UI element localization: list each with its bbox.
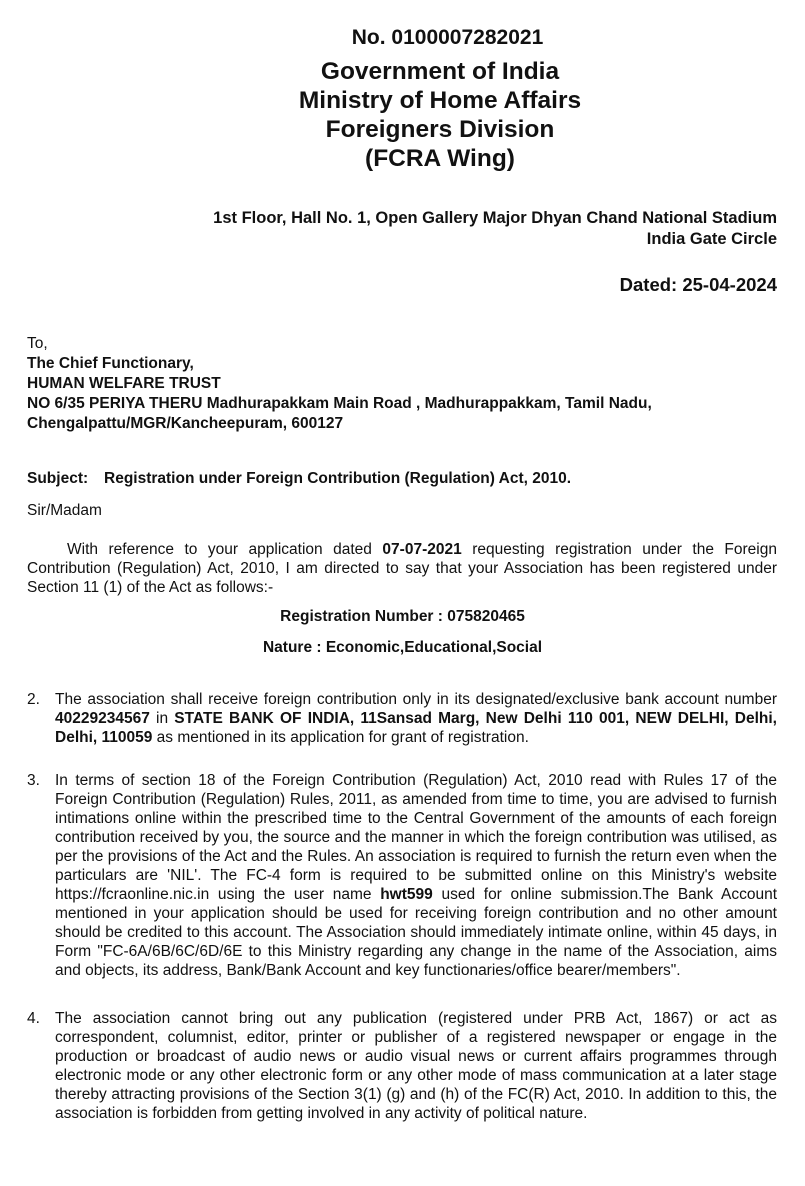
header-wing: (FCRA Wing) — [365, 145, 515, 172]
application-date: 07-07-2021 — [382, 541, 462, 558]
recipient-address-line1: NO 6/35 PERIYA THERU Madhurapakkam Main Road , Madhurappakkam, Tamil Nadu, — [27, 395, 652, 412]
recipient-organization: HUMAN WELFARE TRUST — [27, 375, 221, 392]
clause-number: 3. — [27, 772, 40, 789]
office-address-line1: 1st Floor, Hall No. 1, Open Gallery Major Dhyan Chand National Stadium — [213, 209, 777, 227]
fcra-username: hwt599 — [380, 886, 433, 903]
recipient-block — [27, 334, 652, 434]
salutation: Sir/Madam — [27, 502, 102, 519]
intro-text-a: With reference to your application dated — [67, 541, 383, 558]
registration-nature: Nature : Economic,Educational,Social — [262, 639, 543, 656]
header-ministry: Ministry of Home Affairs — [298, 87, 582, 114]
clause-number: 2. — [27, 691, 40, 708]
clause-4 — [27, 1009, 777, 1123]
bank-details: STATE BANK OF INDIA, 11Sansad Marg, New Delhi 110 001, NEW DELHI, Delhi, Delhi, 110059 — [55, 710, 777, 746]
letter-date: Dated: 25-04-2024 — [619, 274, 777, 295]
subject-line — [27, 470, 571, 488]
clause-text — [55, 771, 777, 980]
recipient-title: The Chief Functionary, — [27, 355, 194, 372]
intro-text-b: requesting registration under the Foreign Contribution (Regulation) Act, 2010, I am directed to say that your Association has been registered under Section 11 (1) of the Act as follows:- — [27, 541, 777, 596]
clause-3 — [27, 771, 777, 980]
recipient-address-line2: Chengalpattu/MGR/Kancheepuram, 600127 — [27, 415, 344, 432]
clause-3-text-a: In terms of section 18 of the Foreign Contribution (Regulation) Act, 2010 read with Rules 17 of the Foreign Contribution (Regulation) Rules, 2011, as amended from time to time, you are advised to furnish intimations online within the prescribed time to the Central Government of the amounts of each foreign contribution received by you, the source and the manner in which the foreign contribution was utilised, as per the provisions of the Act and the Rules. An association is required to furnish the return even when the particulars are 'NIL'. The FC-4 form is required to be submitted online on this Ministry's website https://fcraonline.nic.in using the user name — [55, 772, 777, 903]
document-number: No. 0100007282021 — [351, 26, 544, 49]
clause-text: The association cannot bring out any publication (registered under PRB Act, 1867) or act as correspondent, columnist, editor, printer or publisher of a registered newspaper or engage in the production or broadcast of audio news or audio visual news or current affairs programmes through electronic mode or any other electronic form or any other mode of mass communication at a later stage thereby attracting provisions of the Section 3(1) (g) and (h) of the FC(R) Act, 2010. In addition to this, the association is forbidden from getting involved in any activity of political nature. — [55, 1010, 777, 1122]
clause-2-text-c: as mentioned in its application for grant of registration. — [152, 729, 529, 746]
bank-account-number: 40229234567 — [55, 710, 150, 727]
clause-text — [55, 690, 777, 747]
clause-3-text-b: used for online submission.The Bank Account mentioned in your application should be used for receiving foreign contribution and no other amount should be credited to this account. The Association should immediately intimate online, within 45 days, in Form "FC-6A/6B/6C/6D/6E to this Ministry regarding any change in the name of the Association, aims and objects, its address, Bank/Bank Account and key functionaries/office bearer/members". — [55, 886, 777, 979]
header-government: Government of India — [320, 58, 560, 85]
clause-number: 4. — [27, 1010, 40, 1027]
clause-2-text-a: The association shall receive foreign contribution only in its designated/exclusive bank account number — [55, 691, 777, 708]
recipient-to: To, — [27, 335, 48, 352]
clause-2-text-b: in — [149, 710, 175, 727]
office-address-line2: India Gate Circle — [646, 230, 777, 248]
subject-text: Registration under Foreign Contribution (Regulation) Act, 2010. — [104, 470, 572, 487]
header-division: Foreigners Division — [325, 116, 555, 143]
intro-paragraph — [27, 540, 777, 597]
subject-label: Subject: — [27, 470, 89, 487]
registration-number: Registration Number : 075820465 — [280, 608, 525, 625]
clause-2 — [27, 690, 777, 747]
